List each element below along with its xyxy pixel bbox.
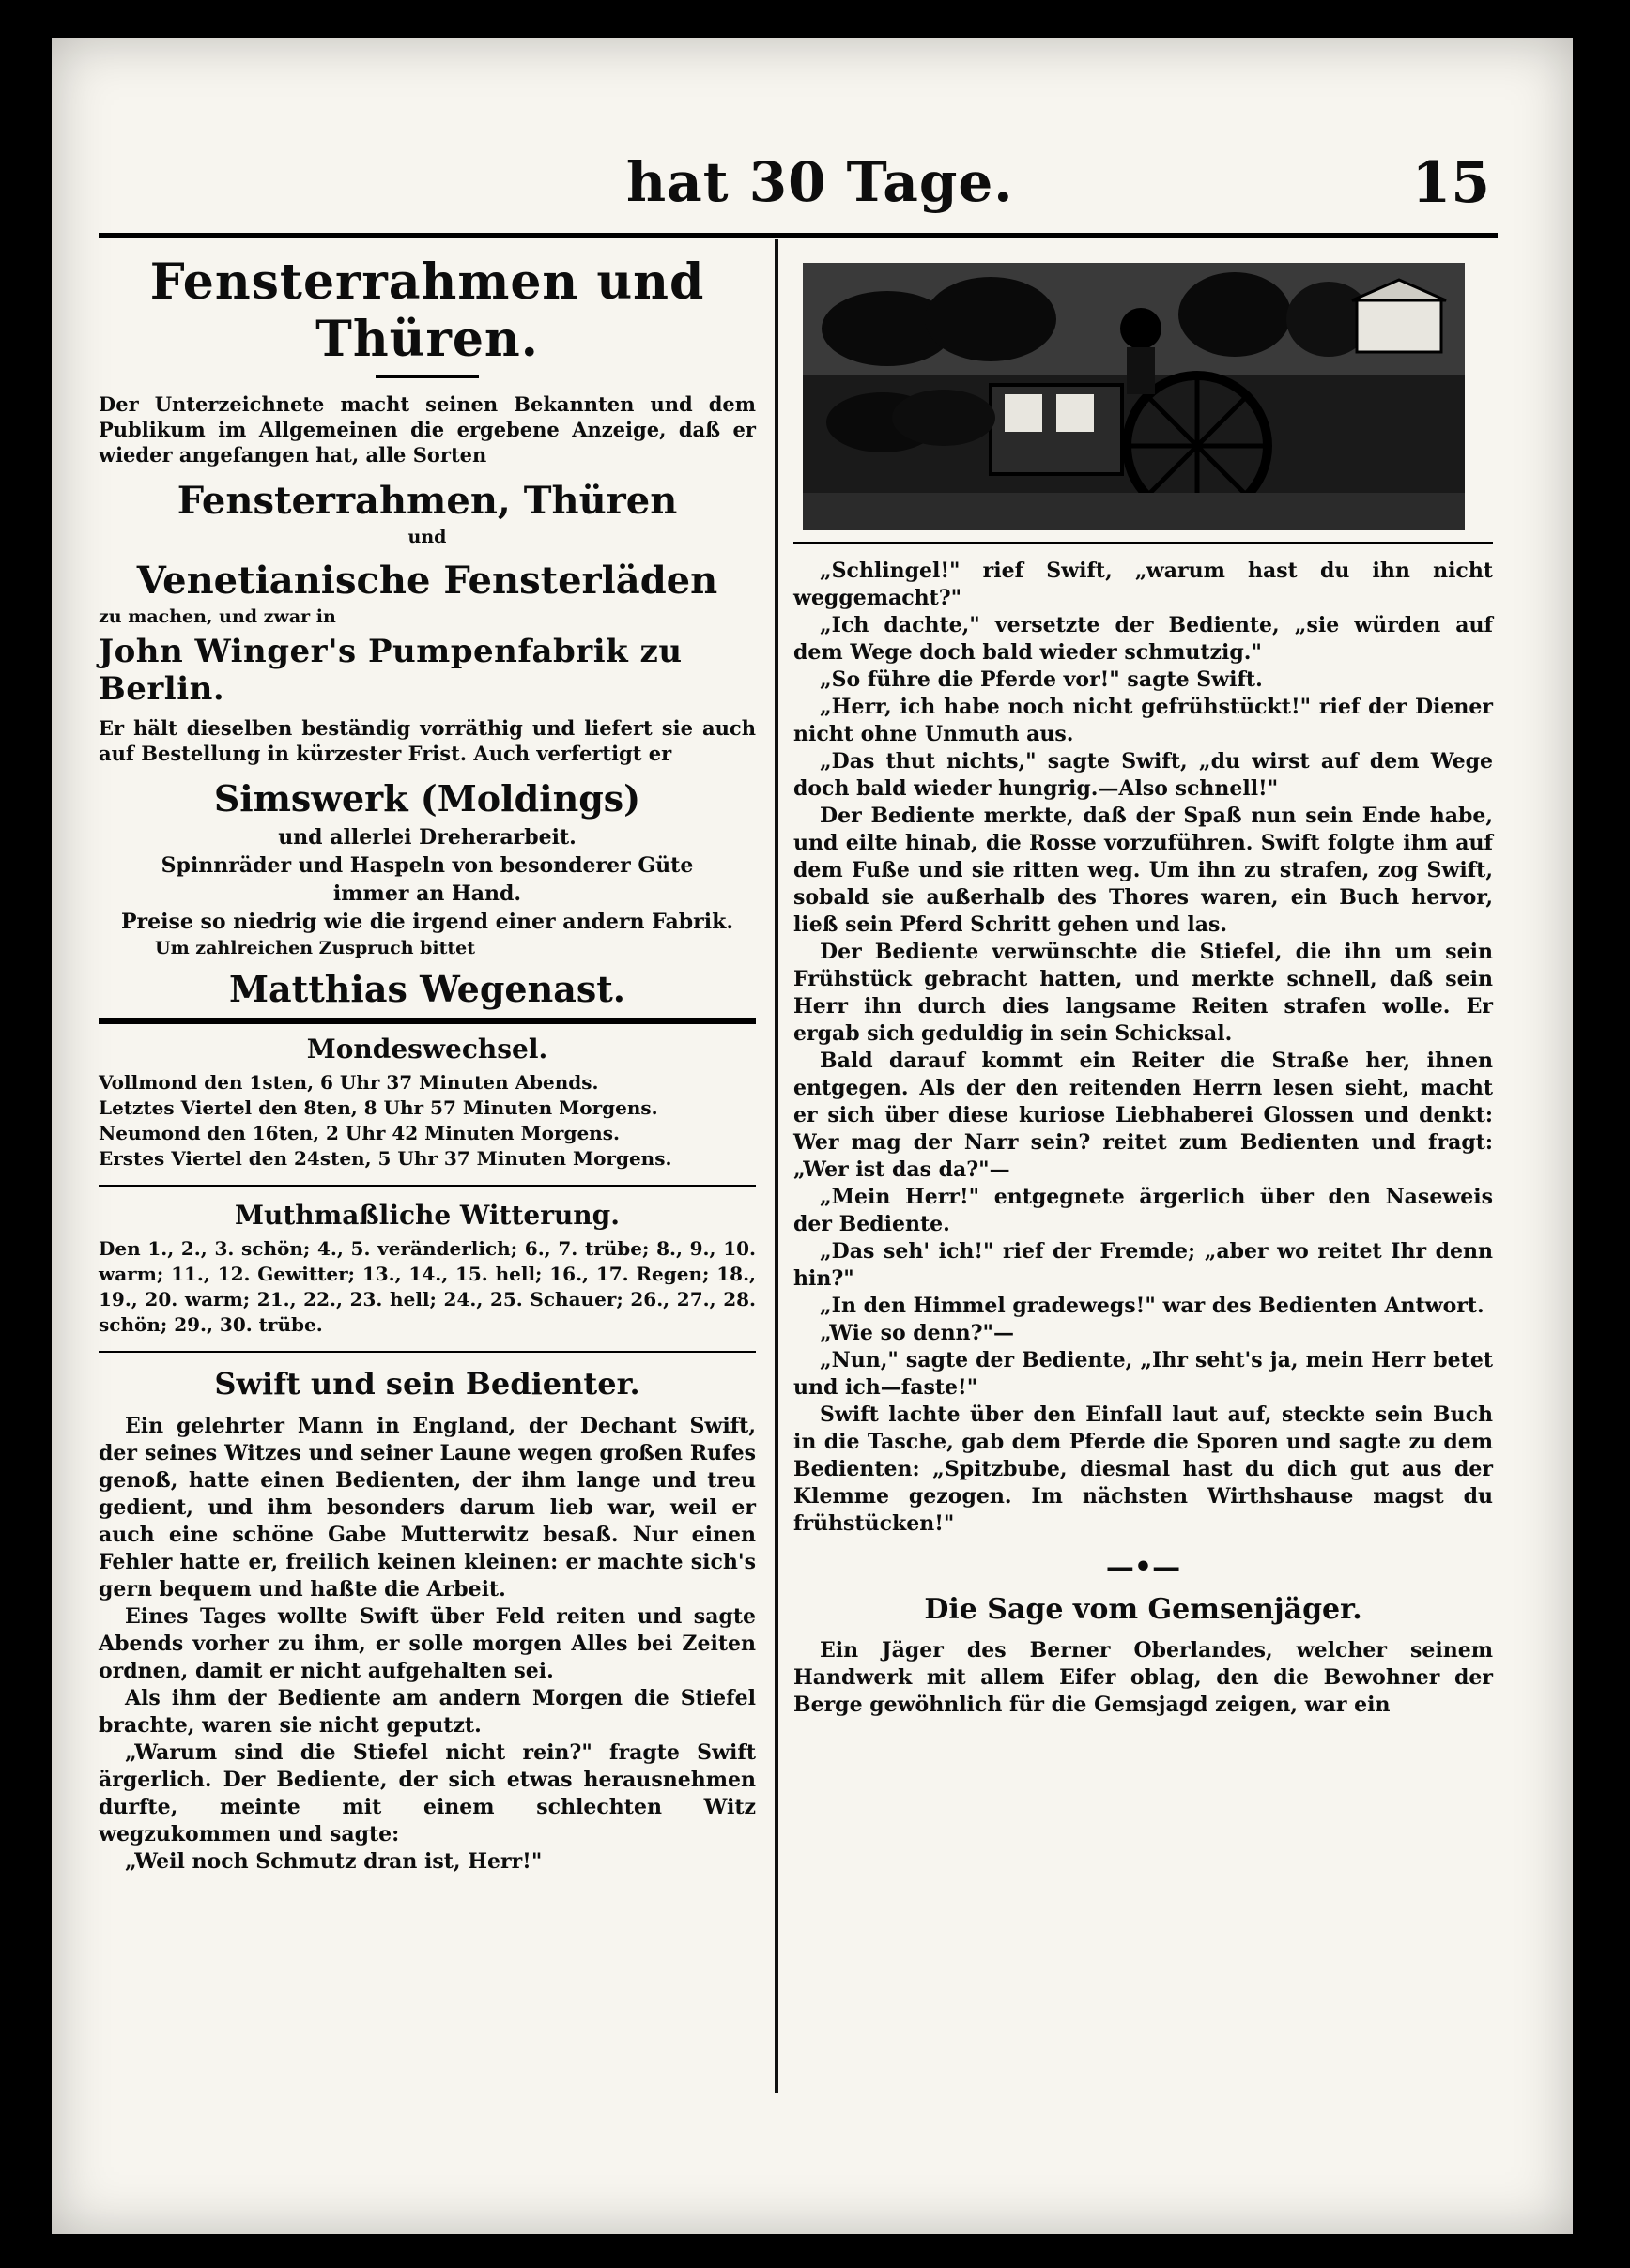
ad-title: Fensterrahmen und Thüren.: [149, 253, 705, 368]
right-column: [793, 263, 1493, 1719]
story-paragraph: „Das seh' ich!" rief der Fremde; „aber wo reitet Ihr denn hin?": [793, 1239, 1493, 1291]
section-ornament: —•—: [1105, 1551, 1181, 1584]
story-paragraph: „Nun," sagte der Bediente, „Ihr seht's ja, mein Herr betet und ich—faste!": [793, 1348, 1493, 1400]
ad-product-line-2: Venetianische Fensterläden: [136, 559, 718, 603]
story-paragraph: „Wie so denn?"—: [820, 1321, 1015, 1345]
ad-zu-machen: zu machen, und zwar in: [99, 606, 336, 627]
story-paragraph: „Das thut nichts," sagte Swift, „du wirst auf dem Wege doch bald wieder hungrig.—Also schnell!": [793, 749, 1493, 801]
ad-spinnraeder: Spinnräder und Haspeln von besonderer Güte: [161, 853, 694, 878]
ad-simswerk: Simswerk (Moldings): [213, 777, 641, 820]
ad-signature: Matthias Wegenast.: [228, 968, 626, 1010]
story-paragraph: Der Bediente merkte, daß der Spaß nun sein Ende habe, und eilte hinab, die Rosse vorzuführen. Swift folgte ihm auf dem Fuße und sie ritten weg. Um ihn zu strafen, zog Swift, sobald sie außerhalb des Thores waren, ein Buch hervor, ließ sein Pferd Schritt gehen und las.: [793, 804, 1493, 937]
moon-line: Letztes Viertel den 8ten, 8 Uhr 57 Minuten Morgens.: [99, 1096, 658, 1119]
story-paragraph: Eines Tages wollte Swift über Feld reiten und sagte Abends vorher zu ihm, er solle morgen Alles bei Zeiten ordnen, damit er nicht aufgehalten sei.: [99, 1604, 756, 1683]
story-heading: Swift und sein Bedienter.: [214, 1366, 640, 1402]
legend-heading: Die Sage vom Gemsenjäger.: [924, 1593, 1362, 1626]
weather-forecast: [99, 1200, 756, 1338]
story-gemsenjaeger: [793, 1593, 1493, 1719]
ad-dreher: und allerlei Dreherarbeit.: [278, 825, 577, 850]
story-paragraph: Bald darauf kommt ein Reiter die Straße her, ihnen entgegen. Als der den reitenden Herrn lesen sieht, macht er sich über diese kuriose Liebhaberei Glossen und denkt: Wer mag der Narr sein? reitet zum Bedienten und fragt: „Wer ist das da?"—: [793, 1049, 1493, 1182]
ad-address: John Winger's Pumpenfabrik zu Berlin.: [99, 633, 683, 708]
story-paragraph: „Ich dachte," versetzte der Bediente, „sie würden auf dem Wege doch bald wieder schmutzig.": [793, 613, 1493, 665]
section-rule: [99, 1351, 756, 1353]
ad-zuspruch: Um zahlreichen Zuspruch bittet: [155, 938, 476, 958]
page-header-title: hat 30 Tage.: [626, 150, 1014, 214]
story-paragraph: Als ihm der Bediente am andern Morgen die Stiefel brachte, waren sie nicht geputzt.: [99, 1686, 756, 1738]
story-paragraph: Ein Jäger des Berner Oberlandes, welcher seinem Handwerk mit allem Eifer oblag, den die Bewohner der Berge gewöhnlich für die Gemsjagd zeigen, war ein: [793, 1638, 1493, 1717]
story-paragraph: „Schlingel!" rief Swift, „warum hast du ihn nicht weggemacht?": [793, 559, 1493, 610]
ad-intro: Der Unterzeichnete macht seinen Bekannten und dem Publikum im Allgemeinen die ergebene Anzeige, daß er wieder angefangen hat, alle Sorten: [99, 392, 756, 467]
left-column: [99, 253, 756, 1876]
image-rule: [793, 542, 1493, 544]
ad-hand: immer an Hand.: [332, 881, 522, 906]
header-rule: [99, 233, 1498, 238]
ad-stock-text: Er hält dieselben beständig vorräthig und liefert sie auch auf Bestellung in kürzester Frist. Auch verfertigt er: [99, 716, 756, 765]
story-paragraph: „Herr, ich habe noch nicht gefrühstückt!" rief der Diener nicht ohne Unmuth aus.: [793, 695, 1493, 746]
ad-preise: Preise so niedrig wie die irgend einer andern Fabrik.: [120, 910, 734, 934]
page-header: [52, 150, 1573, 225]
ad-product-line-1: Fensterrahmen, Thüren: [177, 479, 678, 523]
story-swift: [99, 1366, 756, 1876]
story-paragraph: Swift lachte über den Einfall laut auf, steckte sein Buch in die Tasche, gab dem Pferde die Sporen und sagte zu dem Bedienten: „Spitzbube, diesmal hast du dich gut aus der Klemme gezogen. Im nächsten Wirthshause magst du frühstücken!": [793, 1402, 1493, 1536]
section-rule-thick: [99, 1018, 756, 1024]
story-paragraph: Ein gelehrter Mann in England, der Dechant Swift, der seines Witzes und seiner Laune wegen großen Rufes genoß, hatte einen Bedienten, der ihm lange und treu gedient, und ihm besonders darum lieb war, weil er auch eine schöne Gabe Mutterwitz besaß. Nur einen Fehler hatte er, freilich keinen kleinen: er machte sich's gern bequem und haßte die Arbeit.: [99, 1414, 756, 1601]
woodcut-illustration: [803, 263, 1465, 530]
moon-line: Erstes Viertel den 24sten, 5 Uhr 37 Minuten Morgens.: [99, 1147, 672, 1170]
moon-line: Vollmond den 1sten, 6 Uhr 37 Minuten Abends.: [99, 1071, 599, 1094]
story-paragraph: Der Bediente verwünschte die Stiefel, die ihn um sein Frühstück gebracht hatten, und merkte schnell, daß sein Herr ihn durch dies langsame Reiten strafen wolle. Er ergab sich geduldig in sein Schicksal.: [793, 940, 1493, 1046]
ad-title-rule: [376, 375, 479, 378]
advertisement: [99, 253, 756, 1010]
weather-heading: Muthmaßliche Witterung.: [235, 1200, 620, 1231]
story-paragraph: „In den Himmel gradewegs!" war des Bedienten Antwort.: [820, 1294, 1484, 1318]
column-divider: [775, 239, 778, 2093]
story-swift-continued: [793, 558, 1493, 1538]
page-number: 15: [1411, 150, 1490, 216]
moon-line: Neumond den 16ten, 2 Uhr 42 Minuten Morgens.: [99, 1122, 620, 1144]
almanac-page: [52, 38, 1573, 2234]
weather-text: Den 1., 2., 3. schön; 4., 5. veränderlich; 6., 7. trübe; 8., 9., 10. warm; 11., 12. Gewitter; 13., 14., 15. hell; 16., 17. Regen; 18., 19., 20. warm; 21., 22., 23. hell; 24., 25. Schauer; 26., 27., 28. schön; 29., 30. trübe.: [99, 1237, 756, 1336]
section-rule: [99, 1185, 756, 1187]
moon-heading: Mondeswechsel.: [306, 1034, 548, 1065]
moon-phases: [99, 1034, 756, 1172]
ad-und: und: [408, 527, 447, 547]
story-paragraph: „Mein Herr!" entgegnete ärgerlich über den Naseweis der Bediente.: [793, 1185, 1493, 1236]
story-paragraph: „Weil noch Schmutz dran ist, Herr!": [125, 1849, 543, 1874]
story-paragraph: „So führe die Pferde vor!" sagte Swift.: [820, 667, 1263, 692]
story-paragraph: „Warum sind die Stiefel nicht rein?" fragte Swift ärgerlich. Der Bediente, der sich etwas herausnehmen durfte, meinte mit einem schlechten Witz wegzukommen und sagte:: [99, 1740, 756, 1847]
